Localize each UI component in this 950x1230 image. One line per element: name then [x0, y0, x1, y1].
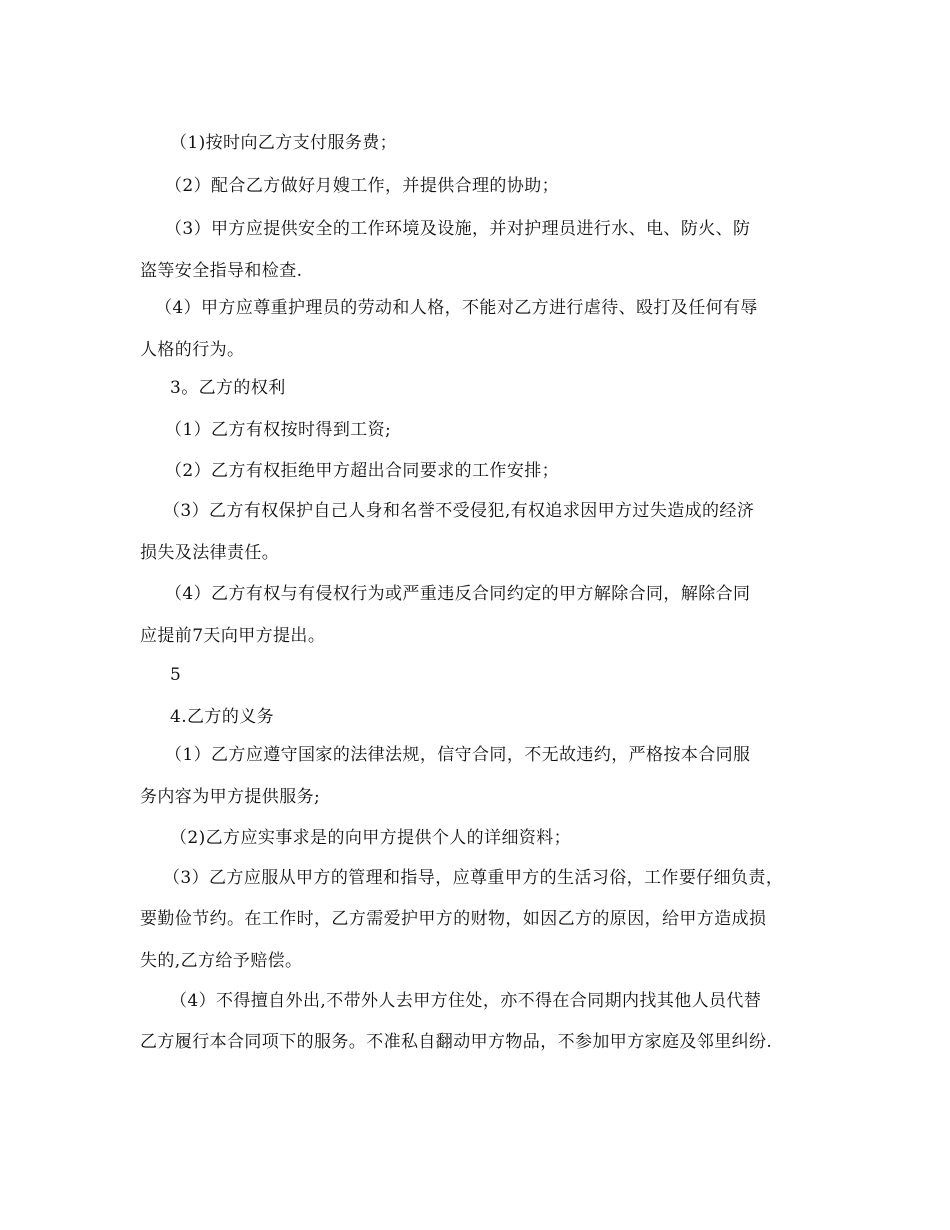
obligations-clause-4-text-line-1: （4）不得擅自外出,不带外人去甲方住处，亦不得在合同期内找其他人员代替: [170, 991, 762, 1011]
clause-3-text-line-2: 盗等安全指导和检查.: [140, 261, 303, 281]
clause-3-text-line-1: （3）甲方应提供安全的工作环境及设施，并对护理员进行水、电、防火、防: [165, 219, 751, 239]
clause-2-text: （2）配合乙方做好月嫂工作，并提供合理的协助；: [165, 176, 560, 196]
rights-clause-4-text-line-1: （4）乙方有权与有侵权行为或严重违反合同约定的甲方解除合同，解除合同: [165, 584, 751, 604]
clause-1-text: （1)按时向乙方支付服务费；: [170, 133, 398, 153]
rights-clause-3-text-line-2: 损失及法律责任。: [140, 543, 280, 563]
rights-clause-3-text-line-1: （3）乙方有权保护自己人身和名誉不受侵犯,有权追求因甲方过失造成的经济: [163, 501, 755, 521]
rights-clause-2-text: （2）乙方有权拒绝甲方超出合同要求的工作安排；: [165, 461, 560, 481]
obligations-clause-3-text-line-2: 要勤俭节约。在工作时，乙方需爱护甲方的财物，如因乙方的原因，给甲方造成损: [140, 909, 767, 929]
section-heading-party-b-obligations: 4.乙方的义务: [170, 707, 275, 727]
page-number-text: 5: [170, 665, 182, 685]
obligations-clause-4-text-line-2: 乙方履行本合同项下的服务。不准私自翻动甲方物品，不参加甲方家庭及邻里纠纷.: [140, 1032, 773, 1052]
obligations-clause-1-text-line-2: 务内容为甲方提供服务;: [140, 787, 321, 807]
obligations-clause-1-text-line-1: （1）乙方应遵守国家的法律法规，信守合同，不无故违约，严格按本合同服: [165, 745, 751, 765]
rights-clause-1-text: （1）乙方有权按时得到工资;: [165, 420, 392, 440]
clause-4-text-line-2: 人格的行为。: [140, 340, 245, 360]
section-heading-party-b-rights: 3。乙方的权利: [170, 378, 286, 398]
rights-clause-4-text-line-2: 应提前7天向甲方提出。: [140, 626, 326, 646]
obligations-clause-3-text-line-1: （3）乙方应服从甲方的管理和指导，应尊重甲方的生活习俗，工作要仔细负责，: [163, 868, 784, 888]
clause-4-text-line-1: （4）甲方应尊重护理员的劳动和人格，不能对乙方进行虐待、殴打及任何有辱: [155, 298, 758, 318]
obligations-clause-2-text: （2)乙方应实事求是的向甲方提供个人的详细资料；: [170, 828, 572, 848]
obligations-clause-3-text-line-3: 失的,乙方给予赔偿。: [140, 951, 303, 971]
